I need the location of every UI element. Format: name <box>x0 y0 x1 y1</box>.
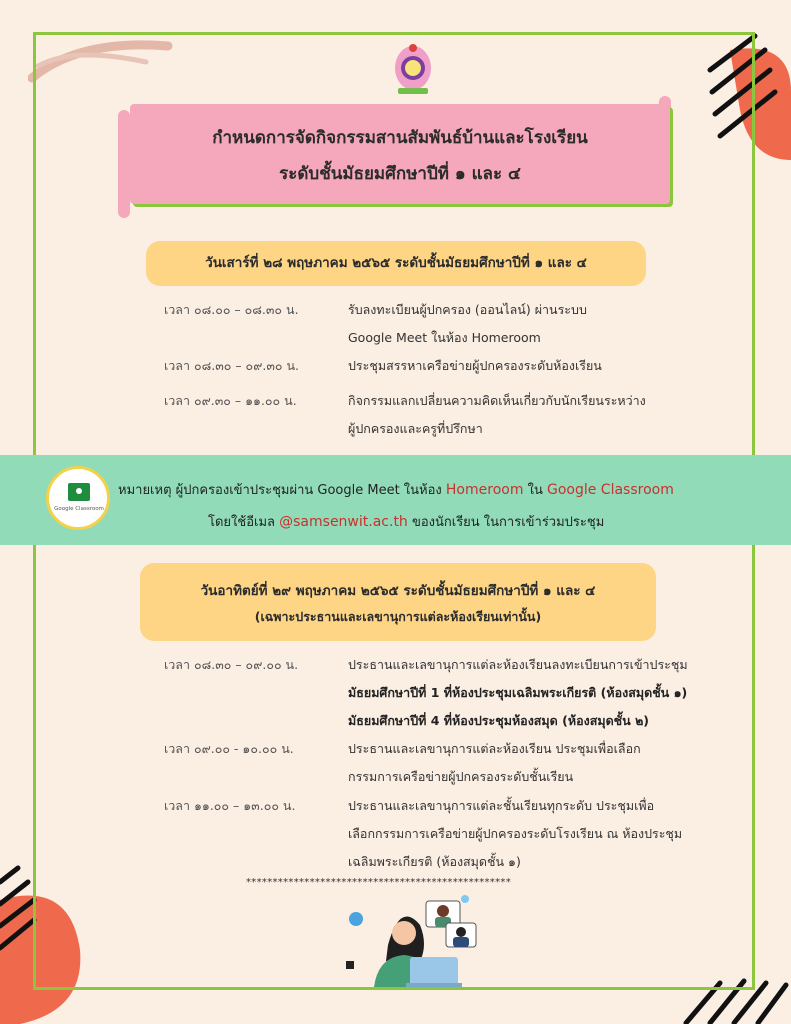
note-highlight-homeroom: Homeroom <box>445 482 524 498</box>
note-text: โดยใช้อีเมล <box>208 515 280 530</box>
note-highlight-classroom: Google Classroom <box>546 482 674 498</box>
day2-desc-1a: ประธานและเลขานุการแต่ละห้องเรียนลงทะเบียนการเข้าประชุม <box>348 657 688 672</box>
note-line2 <box>208 511 604 532</box>
day2-desc-3b: เลือกกรรมการเครือข่ายผู้ปกครองระดับโรงเรียน ณ ห้องประชุม <box>348 826 683 841</box>
day1-desc-2a: ประชุมสรรหาเครือข่ายผู้ปกครองระดับห้องเรียน <box>348 358 602 373</box>
day1-time-1: เวลา ๐๘.๐๐ – ๐๘.๓๐ น. <box>164 302 299 317</box>
title-banner <box>118 104 674 208</box>
day2-subheading: (เฉพาะประธานและเลขานุการแต่ละห้องเรียนเท่านั้น) <box>254 609 542 624</box>
day2-time-1: เวลา ๐๘.๓๐ – ๐๙.๐๐ น. <box>164 657 299 672</box>
banner-body <box>130 104 670 204</box>
day2-time-3: เวลา ๑๑.๐๐ – ๑๓.๐๐ น. <box>164 798 296 813</box>
day2-desc-3a: ประธานและเลขานุการแต่ละชั้นเรียนทุกระดับ ประชุมเพื่อ <box>348 798 655 813</box>
day1-time-3: เวลา ๐๙.๓๐ – ๑๑.๐๐ น. <box>164 393 297 408</box>
day1-desc-1b: Google Meet ในห้อง Homeroom <box>348 330 541 345</box>
note-text: ของนักเรียน ในการเข้าร่วมประชุม <box>407 515 605 530</box>
day1-desc-3a: กิจกรรมแลกเปลี่ยนความคิดเห็นเกี่ยวกับนักเรียนระหว่าง <box>348 393 646 408</box>
banner-scroll-left <box>118 110 130 218</box>
divider-stars: ************************************************** <box>246 877 511 888</box>
day2-desc-3c: เฉลิมพระเกียรติ (ห้องสมุดชั้น ๑) <box>348 854 521 869</box>
note-highlight-email: @samsenwit.ac.th <box>279 514 408 530</box>
google-classroom-icon <box>46 466 110 530</box>
day2-time-2: เวลา ๐๙.๐๐ - ๑๐.๐๐ น. <box>164 741 294 756</box>
day2-desc-1b: มัธยมศึกษาปีที่ 1 ที่ห้องประชุมเฉลิมพระเกียรติ (ห้องสมุดชั้น ๑) <box>348 685 688 700</box>
day1-time-2: เวลา ๐๘.๓๐ – ๐๙.๓๐ น. <box>164 358 299 373</box>
day2-heading-box <box>140 563 656 641</box>
video-call-illustration <box>340 895 490 987</box>
note-line1 <box>118 479 674 500</box>
day1-desc-1a: รับลงทะเบียนผู้ปกครอง (ออนไลน์) ผ่านระบบ <box>348 302 587 317</box>
note-text: หมายเหตุ ผู้ปกครองเข้าประชุมผ่าน Google Meet ในห้อง <box>118 483 446 498</box>
day1-desc-3b: ผู้ปกครองและครูที่ปรึกษา <box>348 421 483 436</box>
classroom-caption: Google Classroom <box>54 506 104 512</box>
classroom-board-icon <box>68 483 90 501</box>
day2-desc-2b: กรรมการเครือข่ายผู้ปกครองระดับชั้นเรียน <box>348 769 574 784</box>
note-text: ใน <box>523 483 547 498</box>
day2-heading: วันอาทิตย์ที่ ๒๙ พฤษภาคม ๒๕๖๕ ระดับชั้นมัธยมศึกษาปีที่ ๑ และ ๔ <box>200 583 596 599</box>
page-title-line1: กำหนดการจัดกิจกรรมสานสัมพันธ์บ้านและโรงเรียน <box>212 128 588 148</box>
school-logo <box>392 42 434 98</box>
day1-heading: วันเสาร์ที่ ๒๘ พฤษภาคม ๒๕๖๕ ระดับชั้นมัธยมศึกษาปีที่ ๑ และ ๔ <box>146 241 646 286</box>
day2-desc-1c: มัธยมศึกษาปีที่ 4 ที่ห้องประชุมห้องสมุด (ห้องสมุดชั้น ๒) <box>348 713 650 728</box>
day2-desc-2a: ประธานและเลขานุการแต่ละห้องเรียน ประชุมเพื่อเลือก <box>348 741 641 756</box>
page-title-line2: ระดับชั้นมัธยมศึกษาปีที่ ๑ และ ๔ <box>279 164 521 184</box>
